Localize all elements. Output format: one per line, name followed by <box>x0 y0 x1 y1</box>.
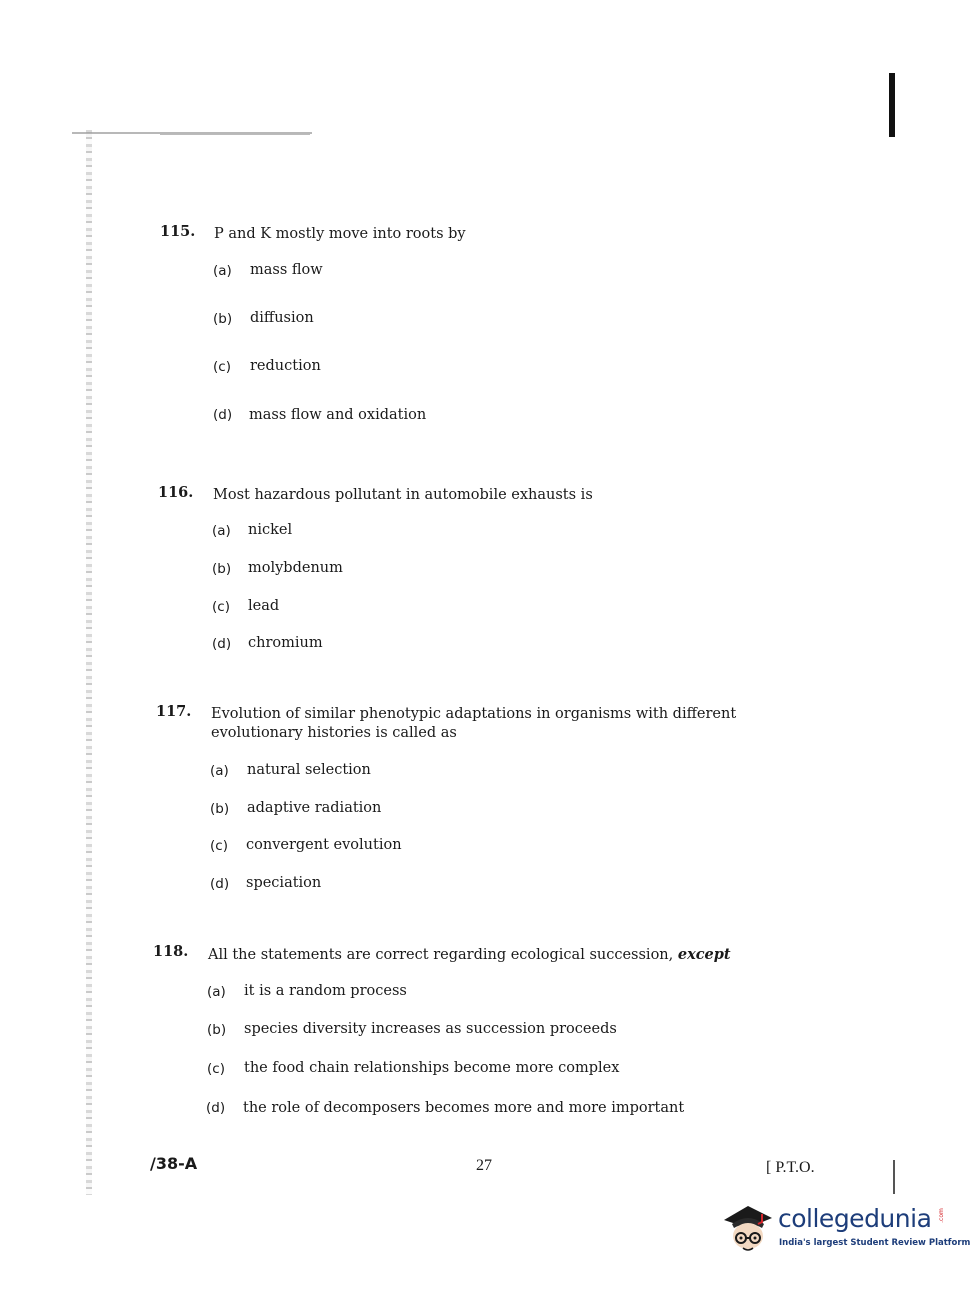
registration-bar <box>889 73 895 137</box>
option-label: (b) <box>207 1022 227 1038</box>
page-number: 27 <box>476 1157 492 1174</box>
option-text: species diversity increases as succession proceeds <box>244 1021 617 1037</box>
option-text: the role of decomposers becomes more and more important <box>243 1100 685 1116</box>
question-number: 115. <box>160 223 196 240</box>
option-label: (a) <box>210 763 229 779</box>
option-label: (b) <box>213 311 233 327</box>
question-number: 118. <box>153 943 189 960</box>
logo-tagline: India's largest Student Review Platform <box>779 1238 971 1248</box>
option-label: (d) <box>206 1100 226 1116</box>
option-label: (b) <box>212 561 232 577</box>
question-number: 117. <box>156 703 192 720</box>
option-label: (c) <box>210 838 228 854</box>
option-label: (b) <box>210 801 230 817</box>
option-label: (a) <box>207 984 226 1000</box>
pto-label: [ P.T.O. <box>766 1159 815 1176</box>
scan-edge-artifact <box>86 130 92 1195</box>
option-text: reduction <box>250 358 321 374</box>
option-label: (c) <box>207 1061 225 1077</box>
option-label: (d) <box>212 636 232 652</box>
option-text: it is a random process <box>244 983 407 999</box>
question-text: Most hazardous pollutant in automobile exhausts is <box>213 487 593 503</box>
student-mascot-icon <box>718 1198 776 1256</box>
option-label: (a) <box>213 263 232 279</box>
option-label: (d) <box>213 407 233 423</box>
option-text: mass flow <box>250 262 323 278</box>
option-text: chromium <box>248 635 323 651</box>
question-emphasis: except <box>677 946 731 963</box>
logo-wordmark: collegedunia <box>778 1204 932 1233</box>
option-text: nickel <box>248 522 293 538</box>
question-text-line <box>208 945 731 965</box>
option-text: the food chain relationships become more complex <box>244 1060 620 1076</box>
option-label: (d) <box>210 876 230 892</box>
option-text: speciation <box>246 875 322 891</box>
option-text: molybdenum <box>248 560 343 576</box>
question-text: Evolution of similar phenotypic adaptations in organisms with different evolutionary histories is called as <box>211 706 737 741</box>
top-rule-secondary <box>160 134 310 135</box>
option-text: lead <box>248 598 280 614</box>
question-text: All the statements are correct regarding ecological succession, <box>208 947 674 963</box>
option-text: convergent evolution <box>246 837 402 853</box>
question-text: P and K mostly move into roots by <box>214 226 466 242</box>
option-label: (c) <box>213 359 231 375</box>
collegedunia-logo <box>718 1198 971 1258</box>
option-text: diffusion <box>250 310 314 326</box>
option-label: (a) <box>212 523 231 539</box>
question-number: 116. <box>158 484 194 501</box>
booklet-code: /38-A <box>150 1154 198 1173</box>
registration-tick <box>893 1160 895 1194</box>
logo-dotcom: .com <box>937 1208 945 1223</box>
option-text: natural selection <box>247 762 371 778</box>
option-text: adaptive radiation <box>247 800 382 816</box>
option-label: (c) <box>212 599 230 615</box>
option-text: mass flow and oxidation <box>249 407 427 423</box>
